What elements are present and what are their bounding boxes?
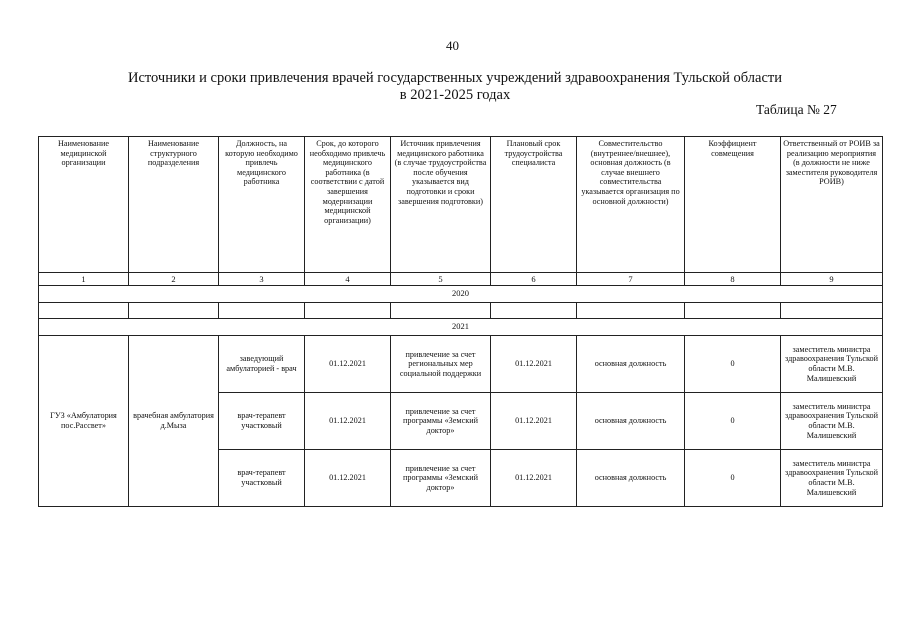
year-row-2021 — [39, 319, 883, 336]
planned-date-cell: 01.12.2021 — [491, 393, 577, 450]
source-cell: привлечение за счет программы «Земский доктор» — [391, 393, 491, 450]
staffing-table — [38, 136, 883, 507]
column-number: 4 — [305, 273, 391, 286]
year-label: 2020 — [39, 286, 883, 303]
title-line-2: в 2021-2025 годах — [399, 87, 511, 103]
header-cell: Наименование медицинской организации — [39, 137, 129, 273]
header-cell: Плановый срок трудоустройства специалиста — [491, 137, 577, 273]
column-number: 1 — [39, 273, 129, 286]
deadline-cell: 01.12.2021 — [305, 393, 391, 450]
coefficient-cell: 0 — [685, 450, 781, 507]
empty-row — [39, 303, 883, 319]
year-label: 2021 — [39, 319, 883, 336]
column-number: 2 — [129, 273, 219, 286]
coefficient-cell: 0 — [685, 393, 781, 450]
year-row-2020 — [39, 286, 883, 303]
responsible-cell: заместитель министра здравоохранения Тульской области М.В. Малишевский — [781, 450, 883, 507]
source-cell: привлечение за счет региональных мер социальной поддержки — [391, 336, 491, 393]
header-row — [39, 137, 883, 273]
combination-cell: основная должность — [577, 450, 685, 507]
combination-cell: основная должность — [577, 336, 685, 393]
column-number: 9 — [781, 273, 883, 286]
column-number: 3 — [219, 273, 305, 286]
header-cell: Совместительство (внутреннее/внешнее), основная должность (в случае внешнего совместительства указывается организация по основной должности) — [577, 137, 685, 273]
source-cell: привлечение за счет программы «Земский доктор» — [391, 450, 491, 507]
subdivision-cell: врачебная амбулатория д.Мыза — [129, 336, 219, 507]
responsible-cell: заместитель министра здравоохранения Тульской области М.В. Малишевский — [781, 393, 883, 450]
position-cell: врач-терапевт участковый — [219, 450, 305, 507]
position-cell: врач-терапевт участковый — [219, 393, 305, 450]
header-cell: Коэффициент совмещения — [685, 137, 781, 273]
header-cell: Должность, на которую необходимо привлечь медицинского работника — [219, 137, 305, 273]
column-number: 5 — [391, 273, 491, 286]
combination-cell: основная должность — [577, 393, 685, 450]
table-number: Таблица № 27 — [756, 102, 837, 117]
header-cell: Наименование структурного подразделения — [129, 137, 219, 273]
header-cell: Срок, до которого необходимо привлечь медицинского работника (в соответствии с датой завершения модернизации медицинской организации) — [305, 137, 391, 273]
responsible-cell: заместитель министра здравоохранения Тульской области М.В. Малишевский — [781, 336, 883, 393]
deadline-cell: 01.12.2021 — [305, 336, 391, 393]
column-number: 6 — [491, 273, 577, 286]
column-number: 8 — [685, 273, 781, 286]
deadline-cell: 01.12.2021 — [305, 450, 391, 507]
organization-cell: ГУЗ «Амбулатория пос.Рассвет» — [39, 336, 129, 507]
column-number-row — [39, 273, 883, 286]
title-line-1: Источники и сроки привлечения врачей государственных учреждений здравоохранения Тульской области — [128, 70, 782, 86]
page-number: 40 — [446, 38, 459, 53]
page-title — [60, 70, 850, 104]
planned-date-cell: 01.12.2021 — [491, 336, 577, 393]
position-cell: заведующий амбулаторией - врач — [219, 336, 305, 393]
table-row — [39, 336, 883, 393]
coefficient-cell: 0 — [685, 336, 781, 393]
column-number: 7 — [577, 273, 685, 286]
planned-date-cell: 01.12.2021 — [491, 450, 577, 507]
header-cell: Ответственный от РОИВ за реализацию мероприятия (в должности не ниже заместителя руководителя РОИВ) — [781, 137, 883, 273]
header-cell: Источник привлечения медицинского работника (в случае трудоустройства после обучения указывается вид подготовки и сроки завершения подготовки) — [391, 137, 491, 273]
